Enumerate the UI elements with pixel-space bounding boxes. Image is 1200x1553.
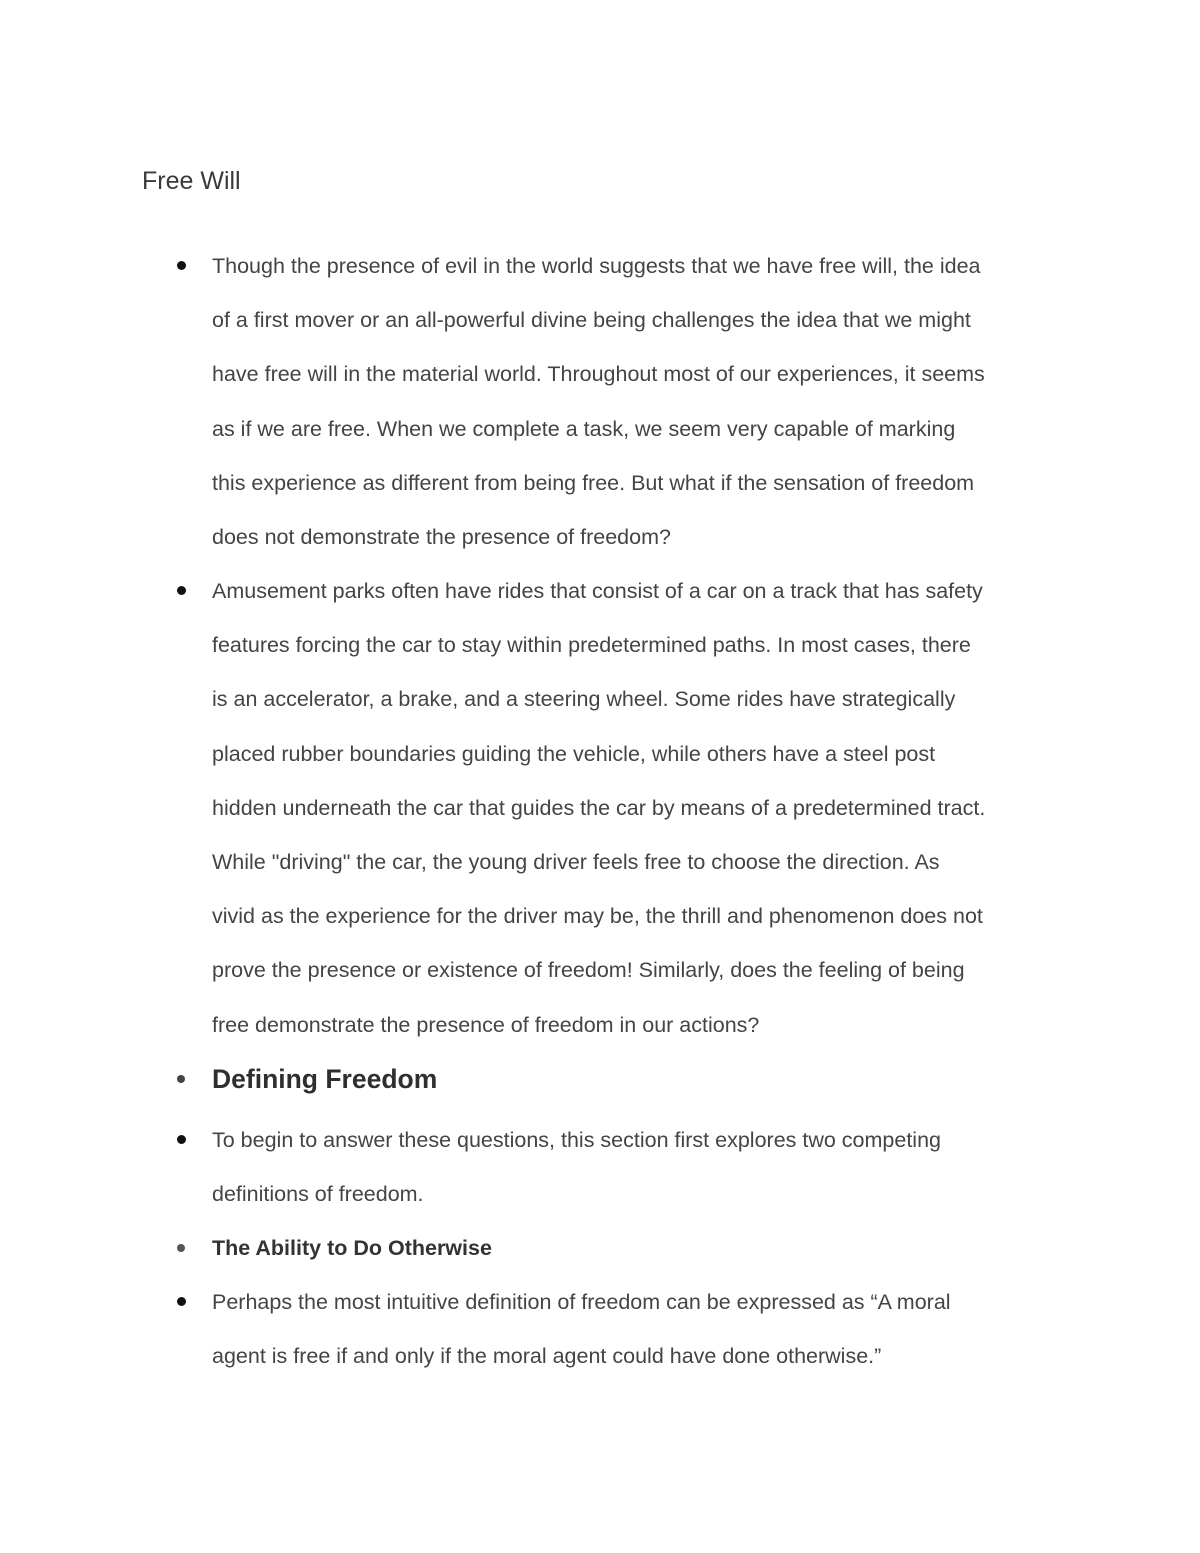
subheading-text: The Ability to Do Otherwise: [212, 1236, 492, 1260]
bullet-paragraph: [212, 1275, 1072, 1383]
paragraph-line: Perhaps the most intuitive definition of freedom can be expressed as “A moral: [212, 1290, 951, 1314]
paragraph-line: of a first mover or an all-powerful divine being challenges the idea that we might: [212, 308, 971, 333]
bullet-icon: [177, 261, 186, 270]
bullet-paragraph: [212, 1113, 1072, 1221]
paragraph-line: While "driving" the car, the young driver feels free to choose the direction. As: [212, 850, 940, 875]
paragraph-line: hidden underneath the car that guides the car by means of a predetermined tract.: [212, 795, 986, 820]
document-title: Free Will: [142, 167, 241, 195]
section-heading: [212, 1059, 1072, 1099]
paragraph-line: Though the presence of evil in the world suggests that we have free will, the idea: [212, 254, 981, 278]
subsection-heading: [212, 1231, 1072, 1265]
bullet-icon: [177, 1244, 185, 1252]
bullet-icon: [177, 1297, 186, 1306]
paragraph-line: have free will in the material world. Throughout most of our experiences, it seems: [212, 362, 985, 387]
paragraph-line: To begin to answer these questions, this section first explores two competing: [212, 1128, 941, 1152]
paragraph-line: this experience as different from being free. But what if the sensation of freedom: [212, 470, 975, 495]
bullet-icon: [177, 586, 186, 595]
paragraph-line: placed rubber boundaries guiding the vehicle, while others have a steel post: [212, 741, 936, 766]
heading-text: Defining Freedom: [212, 1064, 438, 1094]
bullet-paragraph: [212, 239, 1072, 564]
bullet-paragraph: [212, 564, 1072, 1052]
paragraph-line: does not demonstrate the presence of freedom?: [212, 525, 671, 550]
bullet-icon: [177, 1075, 185, 1083]
paragraph-line: prove the presence or existence of freedom! Similarly, does the feeling of being: [212, 958, 965, 983]
paragraph-line: Amusement parks often have rides that consist of a car on a track that has safety: [212, 579, 983, 603]
paragraph-line: agent is free if and only if the moral agent could have done otherwise.”: [212, 1344, 882, 1369]
paragraph-line: vivid as the experience for the driver may be, the thrill and phenomenon does not: [212, 904, 983, 929]
bullet-icon: [177, 1135, 186, 1144]
paragraph-line: free demonstrate the presence of freedom in our actions?: [212, 1012, 760, 1037]
paragraph-line: is an accelerator, a brake, and a steering wheel. Some rides have strategically: [212, 687, 956, 712]
paragraph-line: definitions of freedom.: [212, 1182, 424, 1207]
paragraph-line: as if we are free. When we complete a task, we seem very capable of marking: [212, 416, 956, 441]
paragraph-line: features forcing the car to stay within predetermined paths. In most cases, there: [212, 633, 971, 658]
